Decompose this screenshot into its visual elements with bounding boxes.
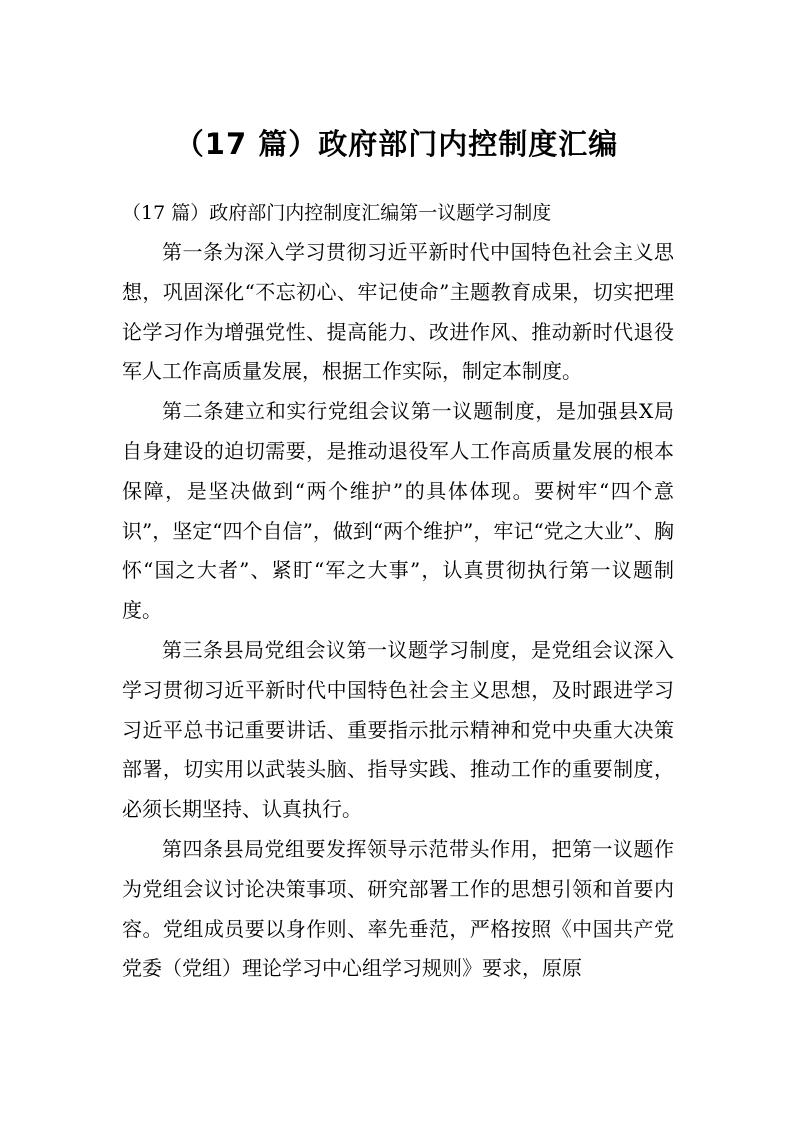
document-subtitle: （17 篇）政府部门内控制度汇编第一议题学习制度 xyxy=(122,202,552,224)
paragraph-article-3: 第三条县局党组会议第一议题学习制度，是党组会议深入学习贯彻习近平新时代中国特色社会主义思想，及时跟进学习习近平总书记重要讲话、重要指示批示精神和党中央重大决策部署，切实用以武装头脑、指导实践、推动工作的重要制度，必须长期坚持、认真执行。 xyxy=(122,637,674,822)
paragraph-article-2: 第二条建立和实行党组会议第一议题制度，是加强县X局自身建设的迫切需要，是推动退役军人工作高质量发展的根本保障，是坚决做到“两个维护”的具体体现。要树牢“四个意识”，坚定“四个自信”，做到“两个维护”，牢记“党之大业”、胸怀“国之大者”、紧盯“军之大事”，认真贯彻执行第一议题制度。 xyxy=(122,399,674,623)
paragraph-article-4: 第四条县局党组要发挥领导示范带头作用，把第一议题作为党组会议讨论决策事项、研究部署工作的思想引领和首要内容。党组成员要以身作则、率先垂范，严格按照《中国共产党党委（党组）理论学习中心组学习规则》要求，原原 xyxy=(122,836,674,981)
document-title: （17 篇）政府部门内控制度汇编 xyxy=(174,127,619,161)
paragraph-article-1: 第一条为深入学习贯彻习近平新时代中国特色社会主义思想，巩固深化“不忘初心、牢记使命”主题教育成果，切实把理论学习作为增强党性、提高能力、改进作风、推动新时代退役军人工作高质量发展，根据工作实际，制定本制度。 xyxy=(122,240,674,384)
document-body xyxy=(122,233,674,989)
